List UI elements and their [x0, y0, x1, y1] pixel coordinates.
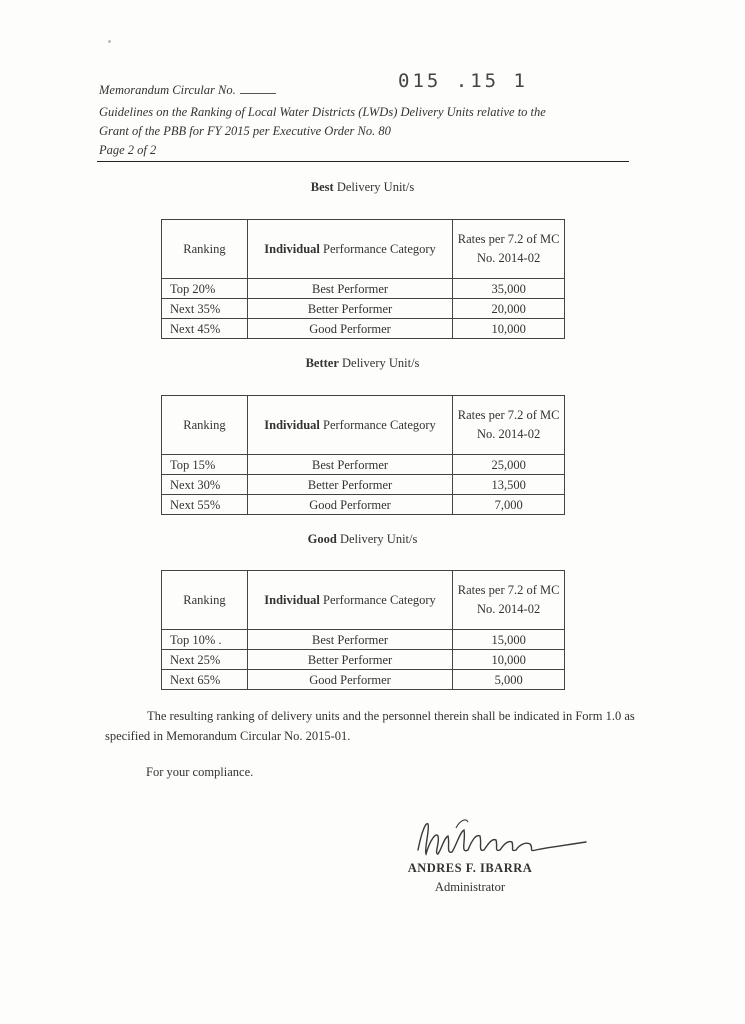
category-header-rest: Performance Category [319, 241, 436, 256]
category-header-rest: Performance Category [319, 417, 436, 432]
ranking-cell: Next 45% [162, 319, 248, 339]
rate-cell: 25,000 [453, 455, 565, 475]
memo-circular-label [99, 82, 276, 98]
ranking-cell: Next 25% [162, 650, 248, 670]
table-header-row [162, 220, 565, 279]
ranking-cell: Next 30% [162, 475, 248, 495]
rate-cell: 7,000 [453, 495, 565, 515]
col-header-category [247, 396, 452, 455]
rate-cell: 10,000 [453, 319, 565, 339]
category-cell: Better Performer [247, 299, 452, 319]
category-header-rest: Performance Category [319, 592, 436, 607]
rate-cell: 5,000 [453, 670, 565, 690]
rate-cell: 15,000 [453, 630, 565, 650]
section-title-rest: Delivery Unit/s [336, 532, 418, 546]
rate-cell: 10,000 [453, 650, 565, 670]
ranking-cell: Next 35% [162, 299, 248, 319]
rate-cell: 20,000 [453, 299, 565, 319]
col-header-rates: Rates per 7.2 of MC No. 2014-02 [453, 396, 565, 455]
section-title-bold: Best [310, 180, 334, 194]
rates-table-best [161, 219, 565, 339]
table-row [162, 299, 565, 319]
section-title-bold: Good [307, 532, 337, 546]
ranking-cell: Top 10% . [162, 630, 248, 650]
table-header-row [162, 571, 565, 630]
category-header-bold: Individual [264, 241, 320, 256]
table-row [162, 455, 565, 475]
col-header-category [247, 571, 452, 630]
rates-table-good [161, 570, 565, 690]
memo-label-text: Memorandum Circular No. [99, 83, 236, 97]
section-title-best [0, 180, 725, 195]
section-title-rest: Delivery Unit/s [338, 356, 420, 370]
category-cell: Good Performer [247, 495, 452, 515]
section-title-good [0, 532, 725, 547]
ranking-cell: Top 15% [162, 455, 248, 475]
col-header-rates: Rates per 7.2 of MC No. 2014-02 [453, 571, 565, 630]
section-title-better [0, 356, 725, 371]
category-cell: Better Performer [247, 650, 452, 670]
signatory-name: ANDRES F. IBARRA [407, 861, 533, 875]
table-row [162, 279, 565, 299]
table-row [162, 475, 565, 495]
ranking-cell: Next 65% [162, 670, 248, 690]
category-header-bold: Individual [264, 417, 320, 432]
scan-speck [108, 40, 111, 43]
category-cell: Good Performer [247, 319, 452, 339]
section-title-rest: Delivery Unit/s [333, 180, 415, 194]
subject-line-1: Guidelines on the Ranking of Local Water Districts (LWDs) Delivery Units relative to the [99, 105, 546, 119]
col-header-ranking: Ranking [162, 220, 248, 279]
table-row [162, 670, 565, 690]
compliance-line: For your compliance. [146, 765, 254, 779]
section-title-bold: Better [305, 356, 339, 370]
category-cell: Good Performer [247, 670, 452, 690]
body-paragraph: The resulting ranking of delivery units and the personnel therein shall be indicated in Form 1.0 as specified in Memorandum Circular No. 2015-01. [105, 709, 635, 743]
col-header-ranking: Ranking [162, 571, 248, 630]
header-divider [97, 161, 629, 162]
category-cell: Better Performer [247, 475, 452, 495]
rate-cell: 35,000 [453, 279, 565, 299]
table-row [162, 495, 565, 515]
memo-number-blank [240, 82, 276, 94]
memo-subject [99, 103, 639, 160]
ranking-cell: Top 20% [162, 279, 248, 299]
category-cell: Best Performer [247, 455, 452, 475]
table-row [162, 319, 565, 339]
rate-cell: 13,500 [453, 475, 565, 495]
table-header-row [162, 396, 565, 455]
page-indicator: Page 2 of 2 [99, 143, 157, 157]
table-row [162, 650, 565, 670]
category-cell: Best Performer [247, 279, 452, 299]
category-header-bold: Individual [264, 592, 320, 607]
stamped-number: 015 .15 1 [398, 70, 528, 92]
rates-table-better [161, 395, 565, 515]
col-header-rates: Rates per 7.2 of MC No. 2014-02 [453, 220, 565, 279]
ranking-cell: Next 55% [162, 495, 248, 515]
col-header-category [247, 220, 452, 279]
signatory-title: Administrator [434, 880, 506, 894]
table-row [162, 630, 565, 650]
category-cell: Best Performer [247, 630, 452, 650]
subject-line-2: Grant of the PBB for FY 2015 per Executive Order No. 80 [99, 124, 391, 138]
col-header-ranking: Ranking [162, 396, 248, 455]
